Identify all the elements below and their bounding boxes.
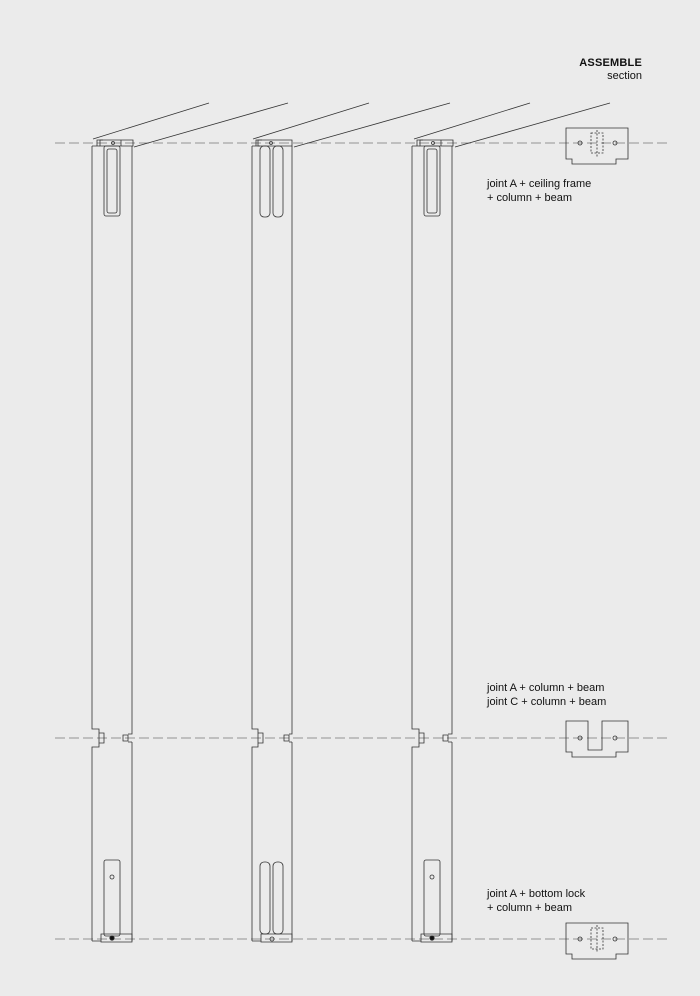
joint-detail-bottom	[566, 923, 628, 959]
reference-lines	[55, 143, 668, 939]
note-top-line-1: joint A + ceiling frame	[487, 178, 592, 190]
note-middle-line-2: joint C + column + beam	[487, 696, 607, 708]
ceiling-frame-lines	[93, 103, 610, 147]
drawing-subtitle: section	[607, 70, 642, 82]
column-1	[92, 140, 133, 942]
note-bottom-line-2: + column + beam	[487, 902, 572, 914]
note-top-line-2: + column + beam	[487, 192, 572, 204]
note-middle-joint	[487, 681, 606, 709]
drawing-title: ASSEMBLE	[579, 57, 642, 69]
note-bottom-joint	[487, 887, 585, 915]
note-middle-line-1: joint A + column + beam	[487, 682, 605, 694]
note-top-joint	[487, 177, 591, 205]
title-block	[579, 57, 642, 83]
note-bottom-line-1: joint A + bottom lock	[487, 888, 586, 900]
joint-detail-top	[566, 128, 628, 164]
column-3	[412, 140, 453, 942]
column-2	[252, 140, 292, 942]
joint-detail-middle	[566, 721, 628, 757]
